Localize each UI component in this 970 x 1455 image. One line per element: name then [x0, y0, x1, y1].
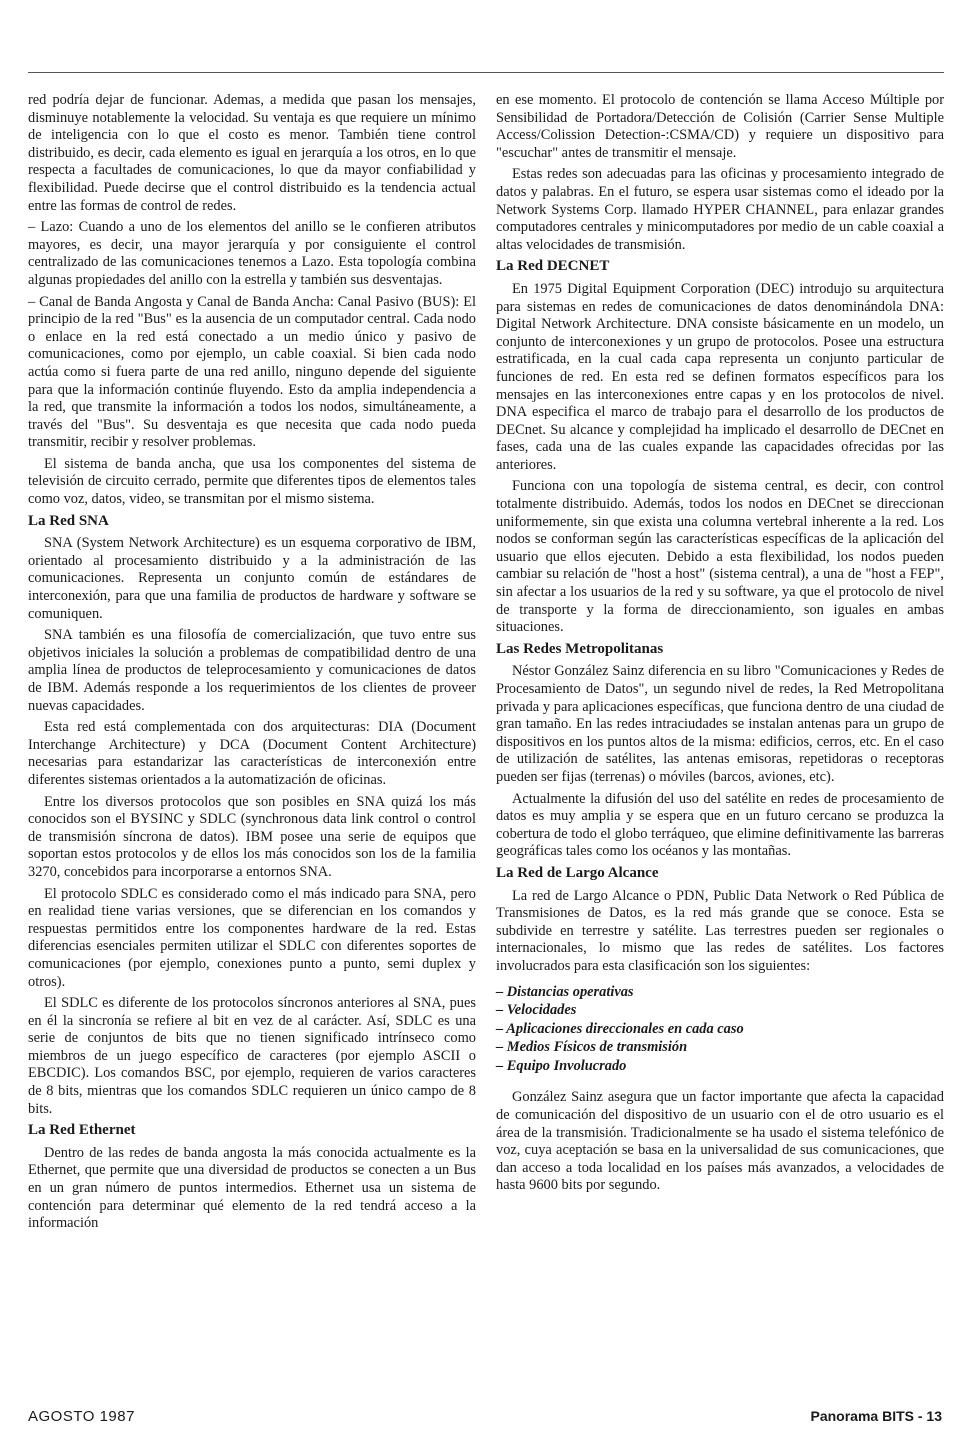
heading-red-largo-alcance: La Red de Largo Alcance — [496, 864, 659, 881]
list-item: – Equipo Involucrado — [496, 1057, 627, 1074]
left-column — [28, 92, 476, 1237]
paragraph: SNA (System Network Architecture) es un esquema corporativo de IBM, orientado al procesamiento distribuido y a la administración de las comunicaciones. Representa un conjunto común de estándares de interconexión, para que una familia de productos de hardware y software se comuniquen. — [28, 535, 476, 622]
paragraph: El sistema de banda ancha, que usa los componentes del sistema de televisión de circuito cerrado, permite que diferentes tipos de elementos tales como voz, datos, video, se transmitan por el mismo sistema. — [28, 455, 476, 508]
paragraph: El SDLC es diferente de los protocolos síncronos anteriores al SNA, pues en él la sincronía se refiere al bit en vez de al carácter. Así, SDLC es una serie de conjuntos de bits que no tienen significado intrínseco como miembros de un juego específico de caracteres (por ejemplo ASCII o EBCDIC). Los comandos BSC, por ejemplo, requieren de varios caracteres de 8 bits, mientras que los comandos SDLC requieren un único campo de 8 bits. — [28, 995, 476, 1117]
paragraph-lazo: – Lazo: Cuando a uno de los elementos del anillo se le confieren atributos mayores, es decir, una mayor jerarquía y por consiguiente el control centralizado de las comunicaciones tenemos a Lazo. Esta topología combina algunas propiedades del anillo con la estrella y también sus desventajas. — [28, 219, 476, 288]
footer-date: AGOSTO 1987 — [28, 1408, 135, 1425]
paragraph: Funciona con una topología de sistema central, es decir, con control totalmente distribuido. Además, todos los nodos en DECnet se direccionan uniformemente, sin que exista una columna vertebral inherente a la red. Los nodos se conforman según las características específicas de la aplicación del usuario que ellos ejecuten. Debido a esta flexibilidad, los nodos pueden cambiar su relación de "host a host" (sistema central), a una de "host a FEP", sin afectar a los usuarios de la red y su software, ya que el protocolo de nivel de transporte y la forma de direccionamiento, son iguales en ambas situaciones. — [496, 478, 944, 636]
right-column — [496, 92, 944, 1199]
paragraph: red podría dejar de funcionar. Ademas, a medida que pasan los mensajes, disminuye notablemente la velocidad. Su ventaja es que requiere un mínimo de inteligencia con lo que el costo es menor. También tiene control distribuido, es decir, cada elemento es igual en jerarquía a los otros, en lo que respecta a facultades de comunicaciones, lo que da mayor confiabilidad y flexibilidad. Puede decirse que el control distribuido es la tendencia actual entre las formas de control de redes. — [28, 92, 476, 214]
list-item: – Medios Físicos de transmisión — [496, 1039, 688, 1056]
list-item: – Velocidades — [496, 1002, 577, 1019]
heading-red-decnet: La Red DECNET — [496, 258, 610, 275]
paragraph: Dentro de las redes de banda angosta la más conocida actualmente es la Ethernet, que permite que una diversidad de productos se conecten a un Bus en un gran número de puntos intermedios. Ethernet usa un sistema de contención para determinar qué elemento de la red tendrá acceso a la información — [28, 1144, 476, 1232]
factors-list — [496, 984, 944, 1076]
paragraph: En 1975 Digital Equipment Corporation (DEC) introdujo su arquitectura para sistemas en redes de comunicaciones de datos denominándola DNA: Digital Network Architecture. DNA consiste básicamente en un modelo, un conjunto de interconexiones y un grupo de protocolos. Posee una estructura estratificada, en la cual cada capa representa un conjunto particular de funciones de red. En esta red se definen formatos específicos para los mensajes en las interconexiones entre capas y en los protocolos de nivel. DNA especifica el marco de trabajo para el desarrollo de los productos de DECnet. Su alcance y complejidad ha implicado el desarrollo de DECnet en fases, cada una de las cuales expande las capacidades ofrecidas por las anteriores. — [496, 280, 944, 473]
paragraph: González Sainz asegura que un factor importante que afecta la capacidad de comunicación del dispositivo de un usuario con el de otro usuario es el área de la transmisión. Tradicionalmente se ha usado el sistema telefónico de voz, cuya aceptación se basa en la universalidad de sus comunicaciones, que dan acceso a toda localidad en los países más avanzados, a velocidades de hasta 9600 bits por segundo. — [496, 1089, 944, 1194]
paragraph: El protocolo SDLC es considerado como el más indicado para SNA, pero en realidad tiene varias versiones, que se diferencian en los comandos y respuestas permitidos entre los componentes hardware de la red. Estas diferencias esenciales permiten utilizar el SDLC con diferentes soportes de comunicaciones (por ejemplo, conexiones punto a punto, semi duplex y otros). — [28, 885, 476, 990]
paragraph: Actualmente la difusión del uso del satélite en redes de procesamiento de datos es muy amplia y se espera que en un futuro cercano se produzca la cobertura de todo el globo terráqueo, que elimine definitivamente las barreras geográficas tales como los océanos y las montañas. — [496, 790, 944, 860]
list-item: – Aplicaciones direccionales en cada caso — [496, 1020, 744, 1037]
paragraph: La red de Largo Alcance o PDN, Public Data Network o Red Pública de Transmisiones de Datos, es la red más grande que se conoce. Esta se subdivide en terrestre y satélite. Las terrestres pueden ser regionales o internacionales, lo mismo que las redes de satélites. Los factores involucrados para esta clasificación son los siguientes: — [496, 887, 944, 974]
paragraph: Néstor González Sainz diferencia en su libro "Comunicaciones y Redes de Procesamiento de Datos", un segundo nivel de redes, la Red Metropolitana privada y para aplicaciones específicas, que funciona dentro de una ciudad de gran tamaño. En las redes intraciudades se instalan antenas para un grupo de dispositivos en los puntos altos de la misma: edificios, cerros, etc. En el caso de utilización de satélites, las antenas emisoras, repetidoras o receptoras pueden ser fijas (terrenas) o móviles (barcos, aviones, etc). — [496, 663, 944, 785]
heading-redes-metropolitanas: Las Redes Metropolitanas — [496, 640, 664, 657]
paragraph: en ese momento. El protocolo de contención se llama Acceso Múltiple por Sensibilidad de Portadora/Detección de Colisión (Carrier Sense Multiple Access/Colission Detection-:CSMA/CD) y requiere un dispositivo para "escuchar" antes de transmitir el mensaje. — [496, 92, 944, 161]
list-item: – Distancias operativas — [496, 983, 634, 1000]
paragraph-bus: – Canal de Banda Angosta y Canal de Banda Ancha: Canal Pasivo (BUS): El principio de la red "Bus" es la ausencia de un computador central. Cada nodo o enlace en la red está conectado a un medio único y pasivo de comunicaciones, como por ejemplo, un cable coaxial. Si bien cada nodo actúa como si fuera parte de una red anillo, ninguno depende del siguiente para que la información continúe fluyendo. Esto da amplia independencia a la red, que transmite la información a todos los nodos, simultáneamente, a través del "Bus". Su desventaja es que necesita que cada nodo pueda transmitir, recibir y resolver problemas. — [28, 293, 476, 451]
footer-page-number: Panorama BITS - 13 — [810, 1408, 942, 1424]
paragraph: Estas redes son adecuadas para las oficinas y procesamiento integrado de datos y palabras. En el futuro, se espera usar sistemas como el ideado por la Network Systems Corp. llamado HYPER CHANNEL, para enlazar grandes computadores centrales y minicomputadores por medio de un cable coaxial a altas velocidades de transmisión. — [496, 166, 944, 253]
paragraph: Esta red está complementada con dos arquitecturas: DIA (Document Interchange Architecture) y DCA (Document Content Architecture) necesarias para estandarizar las características de interconexión entre diferentes sistemas orientados a la automatización de oficinas. — [28, 719, 476, 788]
top-rule — [28, 72, 944, 73]
paragraph: Entre los diversos protocolos que son posibles en SNA quizá los más conocidos son el BYSINC y SDLC (synchronous data link control o control de transmisión síncrona de datos). IBM posee una serie de equipos que soportan estos protocolos y de ellos los más conocidos son los de la familia 3270, concebidos para incorporarse a entornos SNA. — [28, 793, 476, 880]
paragraph: SNA también es una filosofía de comercialización, que tuvo entre sus objetivos iniciales la solución a problemas de compatibilidad dentro de una amplia línea de productos de teleprocesamiento y comunicaciones de datos de IBM. Además responde a los requerimientos de los clientes de proveer nuevas capacidades. — [28, 627, 476, 714]
heading-red-sna: La Red SNA — [28, 512, 109, 529]
heading-red-ethernet: La Red Ethernet — [28, 1122, 136, 1139]
